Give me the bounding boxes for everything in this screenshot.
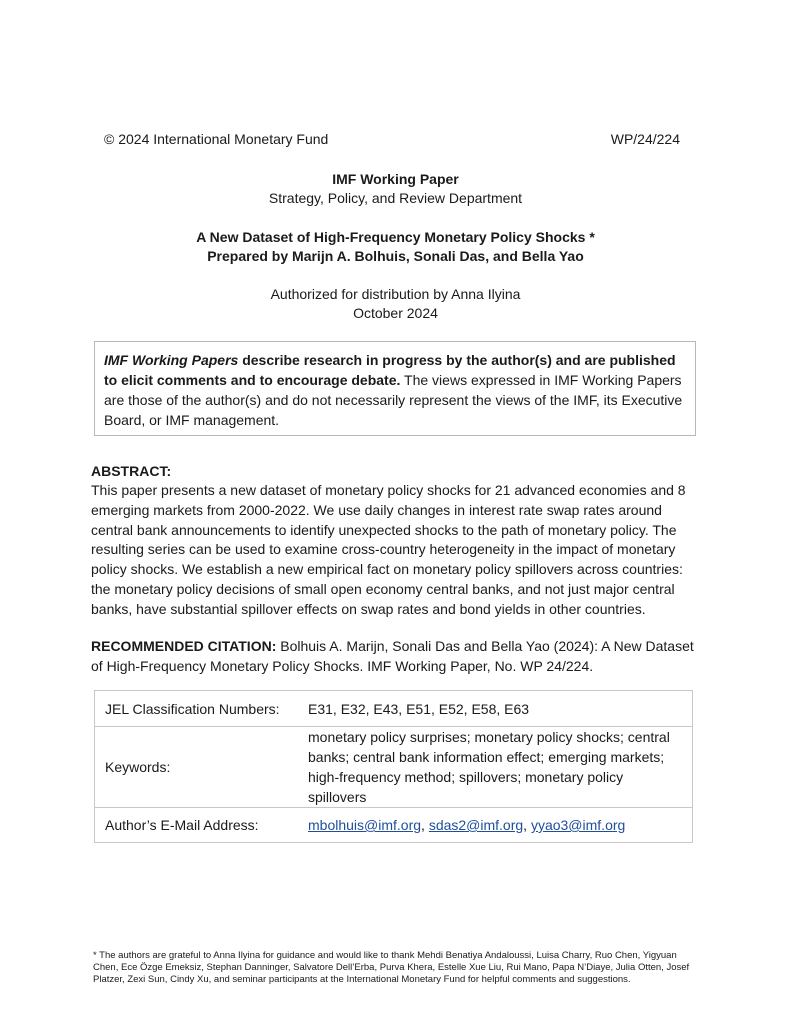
email-link-bolhuis[interactable]: mbolhuis@imf.org: [308, 817, 422, 833]
department-name: Strategy, Policy, and Review Department: [268, 190, 523, 206]
email-separator: ,: [421, 817, 429, 833]
disclaimer-lead: IMF Working Papers: [104, 352, 239, 368]
acknowledgement-footnote: * The authors are grateful to Anna Ilyina for guidance and would like to thank Mehdi Benatiya Andaloussi, Luisa Charry, Ruo Chen, Yigyuan Chen, Ece Özge Emeksiz, Stephan Danninger, Salvatore Dell’Erba, Purva Khera, Estelle Xue Liu, Rui Mano, Papa N’Diaye, Julia Otten, Josef Platzer, Zexi Sun, Cindy Xu, and seminar participants at the International Monetary Fund for helpful comments and suggestions.: [93, 950, 690, 985]
working-paper-number: WP/24/224: [610, 131, 680, 147]
jel-codes: E31, E32, E43, E51, E52, E58, E63: [308, 691, 693, 727]
prepared-by: Prepared by Marijn A. Bolhuis, Sonali Das, and Bella Yao: [207, 248, 584, 264]
disclaimer-bold: describe research in progress by the author(s) and are published to elicit comments and to encourage debate.: [104, 352, 676, 388]
copyright-notice: © 2024 International Monetary Fund: [104, 131, 329, 147]
classification-table: [94, 690, 693, 843]
paper-title: A New Dataset of High-Frequency Monetary Policy Shocks *: [196, 229, 595, 245]
series-name: IMF Working Paper: [332, 171, 459, 187]
publication-date: October 2024: [353, 305, 438, 321]
abstract-text: This paper presents a new dataset of monetary policy shocks for 21 advanced economies and 8 emerging markets from 2000-2022. We use daily changes in interest rate swap rates around central bank announcements to identify unexpected shocks to the path of monetary policy. The resulting series can be used to examine cross-country heterogeneity in the impact of monetary policy shocks. We establish a new empirical fact on monetary policy spillovers across countries: the monetary policy decisions of small open economy central banks, and not just major central banks, have substantial spillover effects on swap rates and bond yields in other countries.: [91, 482, 686, 617]
citation-label: RECOMMENDED CITATION:: [91, 638, 277, 654]
email-label: Author’s E-Mail Address:: [95, 808, 309, 843]
disclaimer-box: [94, 341, 696, 436]
disclaimer-normal: The views expressed in IMF Working Papers are those of the author(s) and do not necessarily represent the views of the IMF, its Executive Board, or IMF management.: [104, 372, 683, 428]
citation-text: Bolhuis A. Marijn, Sonali Das and Bella Yao (2024): A New Dataset of High-Frequency Monetary Policy Shocks. IMF Working Paper, No. WP 24/224.: [91, 638, 694, 674]
email-separator: ,: [523, 817, 531, 833]
jel-label: JEL Classification Numbers:: [95, 691, 309, 727]
recommended-citation: [91, 637, 701, 677]
abstract-heading: ABSTRACT:: [91, 463, 172, 479]
keywords-label: Keywords:: [95, 727, 309, 808]
disclaimer-text: [104, 350, 689, 430]
table-row: [95, 808, 693, 843]
table-row: [95, 691, 693, 727]
email-link-das[interactable]: sdas2@imf.org: [428, 817, 524, 833]
email-link-yao[interactable]: yyao3@imf.org: [530, 817, 626, 833]
keywords-value: monetary policy surprises; monetary policy shocks; central banks; central bank information effect; emerging markets; high-frequency method; spillovers; monetary policy spillovers: [308, 727, 693, 808]
table-row: [95, 727, 693, 808]
authorized-by: Authorized for distribution by Anna Ilyina: [270, 286, 521, 302]
email-list: [308, 808, 693, 843]
